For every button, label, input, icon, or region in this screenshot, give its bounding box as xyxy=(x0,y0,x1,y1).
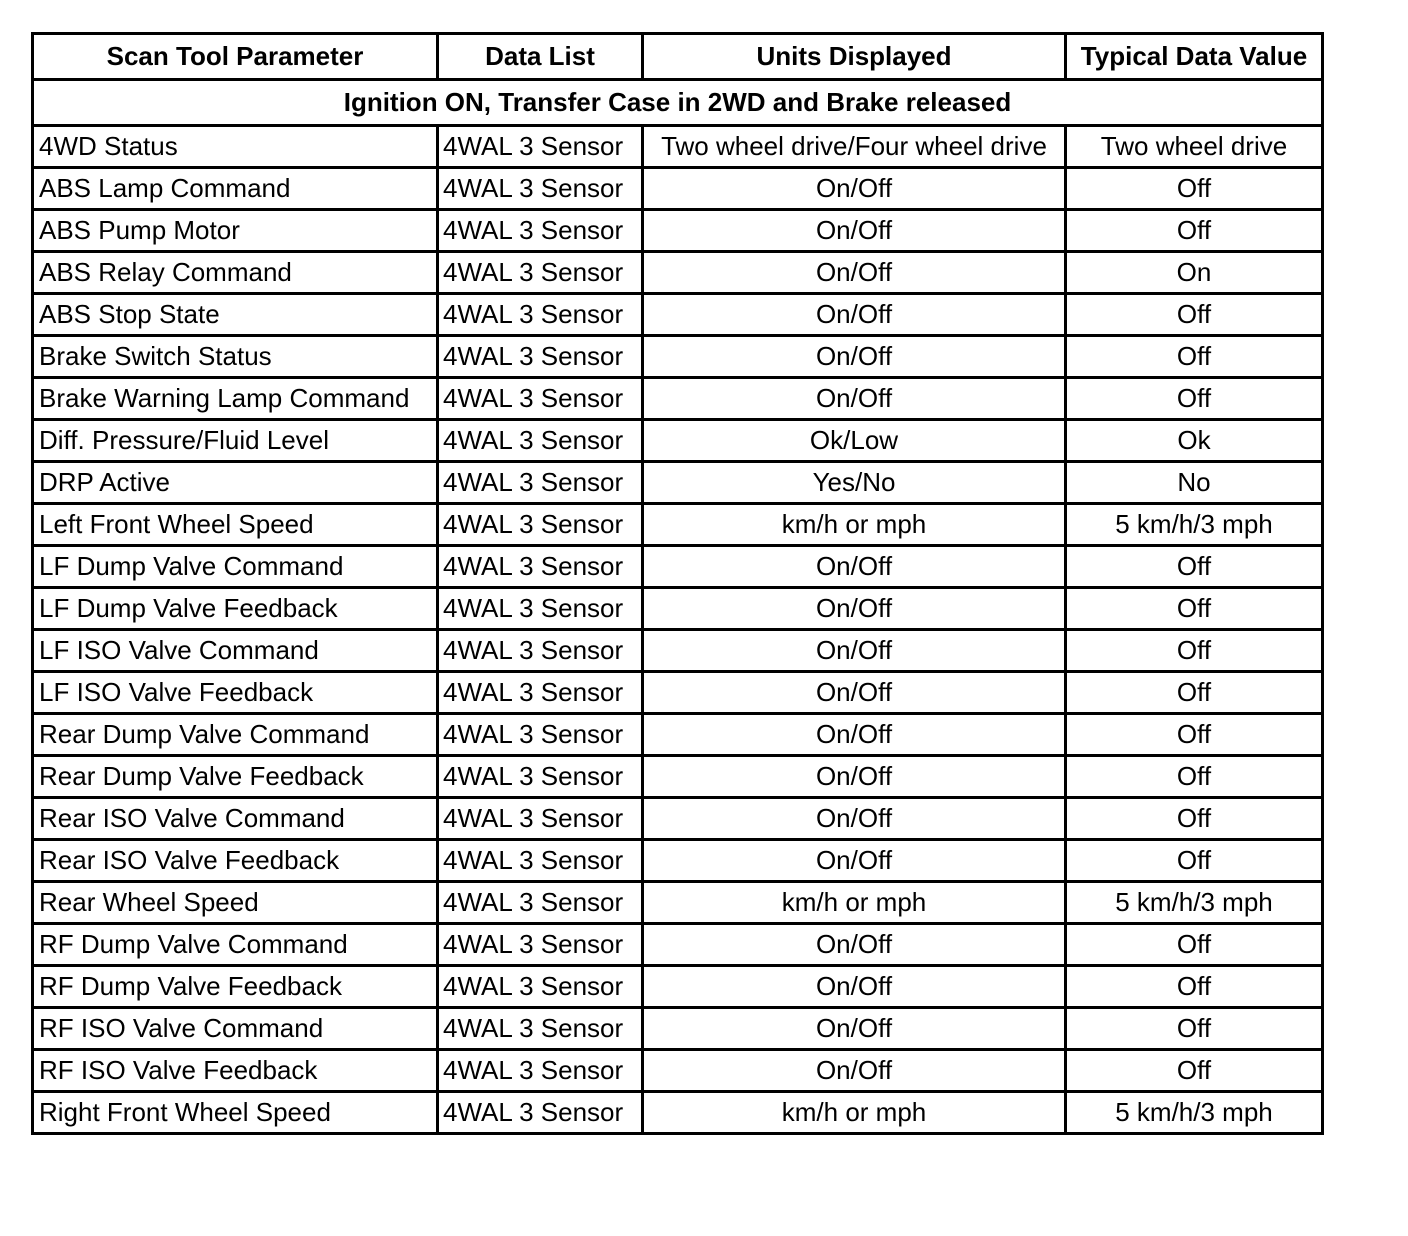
table-row xyxy=(33,420,1323,462)
table-row xyxy=(33,588,1323,630)
cell-units: On/Off xyxy=(643,924,1066,966)
cell-parameter: Rear Wheel Speed xyxy=(33,882,438,924)
cell-units: On/Off xyxy=(643,1050,1066,1092)
cell-typical-value: Off xyxy=(1066,294,1323,336)
cell-units: On/Off xyxy=(643,168,1066,210)
table-row xyxy=(33,168,1323,210)
cell-units: Ok/Low xyxy=(643,420,1066,462)
cell-typical-value: Off xyxy=(1066,1008,1323,1050)
cell-data-list: 4WAL 3 Sensor xyxy=(438,882,643,924)
cell-data-list: 4WAL 3 Sensor xyxy=(438,672,643,714)
cell-units: On/Off xyxy=(643,630,1066,672)
condition-label: Ignition ON, Transfer Case in 2WD and Brake released xyxy=(33,80,1323,126)
cell-units: On/Off xyxy=(643,672,1066,714)
cell-typical-value: Two wheel drive xyxy=(1066,126,1323,168)
cell-data-list: 4WAL 3 Sensor xyxy=(438,294,643,336)
table-row xyxy=(33,126,1323,168)
cell-parameter: RF ISO Valve Command xyxy=(33,1008,438,1050)
cell-units: On/Off xyxy=(643,1008,1066,1050)
cell-parameter: Left Front Wheel Speed xyxy=(33,504,438,546)
cell-data-list: 4WAL 3 Sensor xyxy=(438,546,643,588)
cell-parameter: Rear Dump Valve Feedback xyxy=(33,756,438,798)
table-row xyxy=(33,378,1323,420)
cell-typical-value: 5 km/h/3 mph xyxy=(1066,882,1323,924)
cell-parameter: Rear Dump Valve Command xyxy=(33,714,438,756)
table-row xyxy=(33,882,1323,924)
table-row xyxy=(33,756,1323,798)
cell-data-list: 4WAL 3 Sensor xyxy=(438,714,643,756)
table-row xyxy=(33,924,1323,966)
cell-units: On/Off xyxy=(643,840,1066,882)
table-row xyxy=(33,1050,1323,1092)
cell-data-list: 4WAL 3 Sensor xyxy=(438,588,643,630)
cell-units: On/Off xyxy=(643,210,1066,252)
cell-parameter: LF ISO Valve Feedback xyxy=(33,672,438,714)
cell-typical-value: Off xyxy=(1066,630,1323,672)
cell-units: Yes/No xyxy=(643,462,1066,504)
table-row xyxy=(33,840,1323,882)
cell-typical-value: Off xyxy=(1066,546,1323,588)
cell-data-list: 4WAL 3 Sensor xyxy=(438,630,643,672)
cell-parameter: RF ISO Valve Feedback xyxy=(33,1050,438,1092)
table-row xyxy=(33,1008,1323,1050)
cell-typical-value: Off xyxy=(1066,966,1323,1008)
cell-typical-value: On xyxy=(1066,252,1323,294)
cell-data-list: 4WAL 3 Sensor xyxy=(438,756,643,798)
cell-units: On/Off xyxy=(643,966,1066,1008)
cell-data-list: 4WAL 3 Sensor xyxy=(438,210,643,252)
cell-data-list: 4WAL 3 Sensor xyxy=(438,1092,643,1134)
cell-typical-value: 5 km/h/3 mph xyxy=(1066,504,1323,546)
cell-typical-value: Off xyxy=(1066,336,1323,378)
table-row xyxy=(33,1092,1323,1134)
cell-parameter: RF Dump Valve Feedback xyxy=(33,966,438,1008)
cell-parameter: ABS Relay Command xyxy=(33,252,438,294)
cell-units: On/Off xyxy=(643,588,1066,630)
cell-units: On/Off xyxy=(643,546,1066,588)
cell-parameter: LF ISO Valve Command xyxy=(33,630,438,672)
cell-typical-value: Off xyxy=(1066,1050,1323,1092)
table-row xyxy=(33,672,1323,714)
cell-parameter: DRP Active xyxy=(33,462,438,504)
cell-parameter: ABS Pump Motor xyxy=(33,210,438,252)
cell-typical-value: Off xyxy=(1066,588,1323,630)
cell-typical-value: Ok xyxy=(1066,420,1323,462)
cell-typical-value: Off xyxy=(1066,210,1323,252)
cell-units: On/Off xyxy=(643,798,1066,840)
cell-units: On/Off xyxy=(643,252,1066,294)
cell-typical-value: Off xyxy=(1066,756,1323,798)
cell-parameter: Brake Warning Lamp Command xyxy=(33,378,438,420)
cell-parameter: 4WD Status xyxy=(33,126,438,168)
cell-typical-value: Off xyxy=(1066,714,1323,756)
cell-parameter: Diff. Pressure/Fluid Level xyxy=(33,420,438,462)
cell-parameter: Brake Switch Status xyxy=(33,336,438,378)
cell-data-list: 4WAL 3 Sensor xyxy=(438,462,643,504)
header-data-list: Data List xyxy=(438,34,643,80)
cell-typical-value: Off xyxy=(1066,672,1323,714)
cell-typical-value: No xyxy=(1066,462,1323,504)
cell-data-list: 4WAL 3 Sensor xyxy=(438,966,643,1008)
cell-data-list: 4WAL 3 Sensor xyxy=(438,168,643,210)
cell-units: On/Off xyxy=(643,714,1066,756)
table-row xyxy=(33,966,1323,1008)
cell-data-list: 4WAL 3 Sensor xyxy=(438,1008,643,1050)
scan-tool-data-table xyxy=(31,32,1324,1135)
cell-data-list: 4WAL 3 Sensor xyxy=(438,252,643,294)
table-row xyxy=(33,714,1323,756)
cell-data-list: 4WAL 3 Sensor xyxy=(438,924,643,966)
cell-units: km/h or mph xyxy=(643,1092,1066,1134)
header-parameter: Scan Tool Parameter xyxy=(33,34,438,80)
header-row xyxy=(33,34,1323,80)
cell-data-list: 4WAL 3 Sensor xyxy=(438,420,643,462)
condition-row xyxy=(33,80,1323,126)
cell-data-list: 4WAL 3 Sensor xyxy=(438,798,643,840)
cell-parameter: LF Dump Valve Feedback xyxy=(33,588,438,630)
cell-units: On/Off xyxy=(643,336,1066,378)
cell-units: km/h or mph xyxy=(643,882,1066,924)
cell-units: On/Off xyxy=(643,378,1066,420)
cell-data-list: 4WAL 3 Sensor xyxy=(438,1050,643,1092)
table-row xyxy=(33,630,1323,672)
cell-typical-value: Off xyxy=(1066,378,1323,420)
cell-units: Two wheel drive/Four wheel drive xyxy=(643,126,1066,168)
cell-parameter: RF Dump Valve Command xyxy=(33,924,438,966)
table-row xyxy=(33,294,1323,336)
cell-typical-value: Off xyxy=(1066,168,1323,210)
table-body xyxy=(33,126,1323,1134)
cell-units: On/Off xyxy=(643,294,1066,336)
cell-parameter: ABS Lamp Command xyxy=(33,168,438,210)
cell-parameter: Right Front Wheel Speed xyxy=(33,1092,438,1134)
table-row xyxy=(33,336,1323,378)
table-row xyxy=(33,504,1323,546)
table-row xyxy=(33,462,1323,504)
cell-parameter: Rear ISO Valve Command xyxy=(33,798,438,840)
cell-parameter: LF Dump Valve Command xyxy=(33,546,438,588)
cell-typical-value: 5 km/h/3 mph xyxy=(1066,1092,1323,1134)
header-value: Typical Data Value xyxy=(1066,34,1323,80)
cell-data-list: 4WAL 3 Sensor xyxy=(438,378,643,420)
cell-data-list: 4WAL 3 Sensor xyxy=(438,126,643,168)
table-row xyxy=(33,252,1323,294)
cell-typical-value: Off xyxy=(1066,840,1323,882)
cell-parameter: ABS Stop State xyxy=(33,294,438,336)
cell-data-list: 4WAL 3 Sensor xyxy=(438,336,643,378)
table-row xyxy=(33,546,1323,588)
table-row xyxy=(33,798,1323,840)
table-row xyxy=(33,210,1323,252)
cell-parameter: Rear ISO Valve Feedback xyxy=(33,840,438,882)
cell-typical-value: Off xyxy=(1066,798,1323,840)
cell-units: km/h or mph xyxy=(643,504,1066,546)
cell-typical-value: Off xyxy=(1066,924,1323,966)
cell-data-list: 4WAL 3 Sensor xyxy=(438,840,643,882)
header-units: Units Displayed xyxy=(643,34,1066,80)
cell-units: On/Off xyxy=(643,756,1066,798)
cell-data-list: 4WAL 3 Sensor xyxy=(438,504,643,546)
